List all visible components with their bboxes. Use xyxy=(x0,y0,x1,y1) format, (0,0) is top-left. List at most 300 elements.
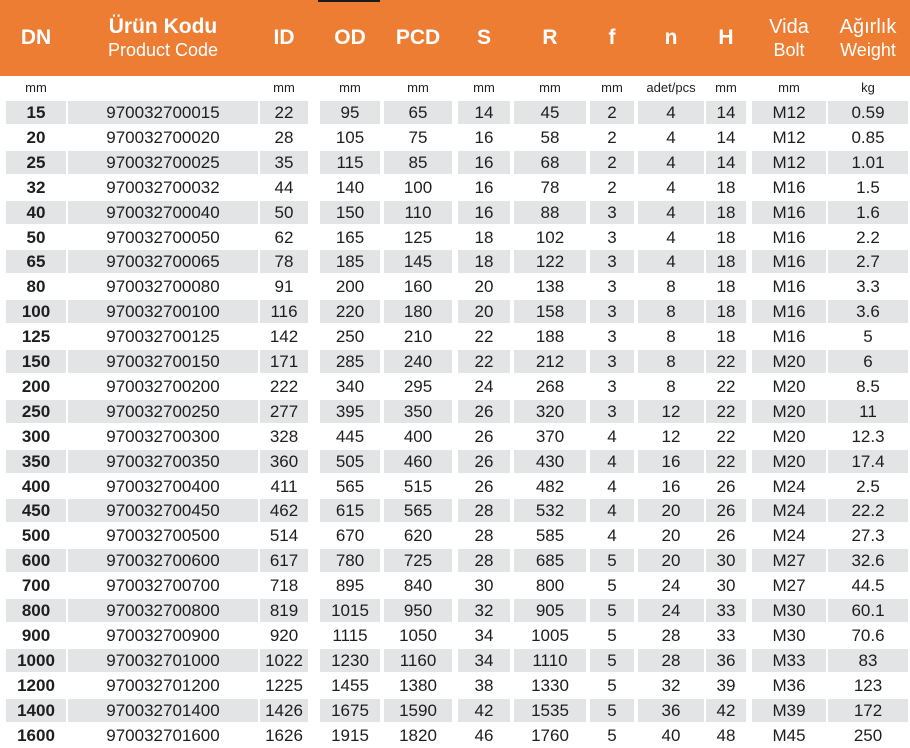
cell-od: 1230 xyxy=(320,649,380,672)
header-weight-en: Weight xyxy=(840,40,896,60)
cell-h: 33 xyxy=(706,599,746,622)
cell-h: 48 xyxy=(716,725,736,745)
cell-bolt: M20 xyxy=(752,350,826,373)
cell-od: 200 xyxy=(335,277,365,297)
cell-s: 16 xyxy=(474,127,494,147)
header-h xyxy=(706,0,746,76)
cell-h: 22 xyxy=(706,350,746,373)
cell-product-code: 970032700350 xyxy=(68,450,258,473)
cell-r: 1330 xyxy=(531,675,569,695)
unit-bolt: mm xyxy=(778,80,800,95)
cell-product-code: 970032700125 xyxy=(106,327,220,347)
cell-bolt: M36 xyxy=(772,675,806,695)
cell-n: 20 xyxy=(661,526,681,546)
cell-s: 26 xyxy=(474,476,494,496)
cell-product-code: 970032701200 xyxy=(106,675,220,695)
table-row xyxy=(0,573,910,598)
cell-id: 819 xyxy=(260,599,308,622)
cell-od: 165 xyxy=(335,227,365,247)
cell-weight: 3.6 xyxy=(828,300,908,323)
cell-product-code: 970032700080 xyxy=(106,277,220,297)
cell-id: 1225 xyxy=(265,675,303,695)
cell-pcd: 180 xyxy=(384,300,452,323)
cell-weight: 2.7 xyxy=(828,250,908,273)
table-header xyxy=(0,0,910,76)
cell-pcd: 515 xyxy=(403,476,433,496)
cell-pcd: 725 xyxy=(384,549,452,572)
cell-weight: 44.5 xyxy=(851,576,885,596)
cell-dn: 15 xyxy=(6,101,66,124)
cell-bolt: M12 xyxy=(772,127,806,147)
cell-f: 4 xyxy=(590,450,634,473)
cell-r: 138 xyxy=(535,277,565,297)
cell-od: 340 xyxy=(335,376,365,396)
cell-bolt: M16 xyxy=(752,201,826,224)
table-row xyxy=(0,498,910,523)
cell-bolt: M16 xyxy=(752,300,826,323)
cell-od: 1015 xyxy=(320,599,380,622)
cell-bolt: M45 xyxy=(772,725,806,745)
cell-dn: 450 xyxy=(6,499,66,522)
cell-dn: 20 xyxy=(26,127,46,147)
cell-dn: 50 xyxy=(26,227,46,247)
cell-pcd: 400 xyxy=(403,426,433,446)
cell-h: 22 xyxy=(706,450,746,473)
cell-h: 33 xyxy=(716,625,736,645)
table-row xyxy=(0,150,910,175)
cell-pcd: 160 xyxy=(403,277,433,297)
cell-f: 5 xyxy=(590,549,634,572)
cell-id: 411 xyxy=(270,476,298,496)
cell-dn: 150 xyxy=(6,350,66,373)
cell-s: 16 xyxy=(458,151,510,174)
cell-bolt: M24 xyxy=(752,499,826,522)
cell-od: 220 xyxy=(320,300,380,323)
cell-pcd: 240 xyxy=(384,350,452,373)
cell-r: 685 xyxy=(514,549,586,572)
cell-n: 12 xyxy=(638,400,704,423)
cell-h: 26 xyxy=(706,499,746,522)
unit-r: mm xyxy=(539,80,561,95)
cell-h: 18 xyxy=(706,201,746,224)
cell-bolt: M12 xyxy=(752,101,826,124)
cell-id: 1426 xyxy=(260,699,308,722)
cell-dn: 100 xyxy=(6,300,66,323)
table-row xyxy=(0,274,910,299)
cell-h: 14 xyxy=(706,151,746,174)
cell-n: 8 xyxy=(638,300,704,323)
cell-od: 1115 xyxy=(332,625,368,645)
table-row xyxy=(0,723,910,748)
cell-f: 5 xyxy=(590,699,634,722)
cell-id: 360 xyxy=(260,450,308,473)
cell-s: 22 xyxy=(458,350,510,373)
cell-bolt: M39 xyxy=(752,699,826,722)
cell-f: 3 xyxy=(607,327,617,347)
cell-pcd: 125 xyxy=(403,227,433,247)
cell-dn: 1400 xyxy=(6,699,66,722)
cell-s: 42 xyxy=(458,699,510,722)
cell-product-code: 970032700200 xyxy=(106,376,220,396)
cell-r: 482 xyxy=(535,476,565,496)
cell-h: 22 xyxy=(706,400,746,423)
cell-dn: 200 xyxy=(21,376,51,396)
cell-pcd: 1050 xyxy=(399,625,437,645)
unit-s: mm xyxy=(473,80,495,95)
cell-s: 26 xyxy=(458,450,510,473)
cell-id: 91 xyxy=(274,277,294,297)
cell-product-code: 970032700250 xyxy=(68,400,258,423)
cell-id: 222 xyxy=(269,376,299,396)
cell-product-code: 970032700020 xyxy=(106,127,220,147)
cell-s: 38 xyxy=(474,675,494,695)
cell-h: 26 xyxy=(716,526,736,546)
cell-h: 39 xyxy=(716,675,736,695)
cell-product-code: 970032700700 xyxy=(106,576,220,596)
cell-dn: 400 xyxy=(21,476,51,496)
table-row xyxy=(0,424,910,449)
cell-f: 3 xyxy=(607,376,617,396)
header-product-code-en: Product Code xyxy=(107,40,219,60)
cell-pcd: 1380 xyxy=(399,675,437,695)
cell-dn: 32 xyxy=(26,177,46,197)
cell-product-code: 970032700400 xyxy=(106,476,220,496)
cell-r: 1760 xyxy=(531,725,569,745)
table-row xyxy=(0,673,910,698)
cell-n: 4 xyxy=(638,250,704,273)
cell-od: 445 xyxy=(335,426,365,446)
cell-weight: 83 xyxy=(828,649,908,672)
cell-bolt: M16 xyxy=(772,277,806,297)
cell-pcd: 840 xyxy=(403,576,433,596)
cell-f: 5 xyxy=(607,625,617,645)
cell-product-code: 970032700300 xyxy=(106,426,220,446)
cell-s: 30 xyxy=(474,576,494,596)
cell-weight: 11 xyxy=(828,400,908,423)
cell-product-code: 970032700025 xyxy=(68,151,258,174)
cell-r: 370 xyxy=(535,426,565,446)
cell-weight: 27.3 xyxy=(851,526,885,546)
cell-bolt: M20 xyxy=(752,400,826,423)
header-r-label: R xyxy=(542,26,558,49)
header-bolt xyxy=(752,0,826,76)
cell-h: 30 xyxy=(706,549,746,572)
unit-id: mm xyxy=(273,80,295,95)
cell-h: 22 xyxy=(716,376,736,396)
cell-h: 36 xyxy=(706,649,746,672)
unit-weight: kg xyxy=(861,80,875,95)
table-row xyxy=(0,374,910,399)
cell-bolt: M24 xyxy=(772,476,806,496)
cell-id: 171 xyxy=(260,350,308,373)
cell-weight: 2.2 xyxy=(856,227,880,247)
cell-h: 18 xyxy=(706,300,746,323)
cell-r: 158 xyxy=(514,300,586,323)
cell-id: 514 xyxy=(269,526,299,546)
cell-r: 122 xyxy=(514,250,586,273)
cell-s: 46 xyxy=(474,725,494,745)
cell-s: 32 xyxy=(458,599,510,622)
cell-pcd: 295 xyxy=(403,376,433,396)
cell-bolt: M16 xyxy=(772,327,806,347)
table-row xyxy=(0,299,910,324)
cell-pcd: 1590 xyxy=(384,699,452,722)
cell-bolt: M16 xyxy=(752,250,826,273)
cell-od: 150 xyxy=(320,201,380,224)
cell-r: 58 xyxy=(540,127,560,147)
cell-pcd: 100 xyxy=(403,177,433,197)
cell-n: 4 xyxy=(666,227,676,247)
cell-n: 32 xyxy=(661,675,681,695)
header-s xyxy=(458,0,510,76)
cell-dn: 125 xyxy=(21,327,51,347)
table-row xyxy=(0,698,910,723)
cell-r: 585 xyxy=(535,526,565,546)
cell-id: 277 xyxy=(260,400,308,423)
cell-pcd: 460 xyxy=(384,450,452,473)
cell-s: 20 xyxy=(458,300,510,323)
cell-f: 5 xyxy=(607,725,617,745)
table-row xyxy=(0,399,910,424)
cell-od: 505 xyxy=(320,450,380,473)
cell-s: 20 xyxy=(474,277,494,297)
cell-od: 1915 xyxy=(331,725,369,745)
units-row xyxy=(0,78,910,98)
cell-od: 780 xyxy=(320,549,380,572)
cell-weight: 1.5 xyxy=(856,177,880,197)
cell-n: 8 xyxy=(666,376,676,396)
cell-dn: 600 xyxy=(6,549,66,572)
cell-od: 250 xyxy=(335,327,365,347)
cell-f: 3 xyxy=(590,300,634,323)
cell-n: 36 xyxy=(638,699,704,722)
cell-s: 26 xyxy=(474,426,494,446)
cell-r: 212 xyxy=(514,350,586,373)
cell-f: 2 xyxy=(590,101,634,124)
cell-id: 35 xyxy=(260,151,308,174)
cell-pcd: 85 xyxy=(384,151,452,174)
cell-od: 1675 xyxy=(320,699,380,722)
cell-weight: 8.5 xyxy=(856,376,880,396)
cell-pcd: 210 xyxy=(403,327,433,347)
cell-n: 28 xyxy=(638,649,704,672)
cell-n: 8 xyxy=(666,277,676,297)
cell-bolt: M20 xyxy=(772,426,806,446)
header-weight xyxy=(828,0,908,76)
table-row xyxy=(0,598,910,623)
cell-id: 920 xyxy=(269,625,299,645)
cell-dn: 25 xyxy=(6,151,66,174)
cell-weight: 0.85 xyxy=(851,127,885,147)
unit-dn: mm xyxy=(25,80,47,95)
table-row xyxy=(0,249,910,274)
cell-h: 42 xyxy=(706,699,746,722)
cell-h: 18 xyxy=(716,177,736,197)
table-row xyxy=(0,175,910,200)
cell-bolt: M24 xyxy=(772,526,806,546)
header-h-label: H xyxy=(718,26,734,49)
cell-r: 800 xyxy=(535,576,565,596)
cell-n: 40 xyxy=(661,725,681,745)
cell-product-code: 970032700100 xyxy=(68,300,258,323)
cell-h: 26 xyxy=(716,476,736,496)
table-row xyxy=(0,349,910,374)
cell-s: 24 xyxy=(474,376,494,396)
unit-f: mm xyxy=(601,80,623,95)
cell-s: 16 xyxy=(474,177,494,197)
header-s-label: S xyxy=(476,26,491,49)
cell-pcd: 620 xyxy=(403,526,433,546)
cell-f: 3 xyxy=(590,250,634,273)
cell-od: 565 xyxy=(335,476,365,496)
cell-s: 34 xyxy=(474,625,494,645)
header-n-label: n xyxy=(664,26,678,49)
cell-pcd: 565 xyxy=(384,499,452,522)
cell-dn: 65 xyxy=(6,250,66,273)
header-od xyxy=(320,0,380,76)
cell-product-code: 970032700900 xyxy=(106,625,220,645)
cell-f: 5 xyxy=(590,649,634,672)
cell-dn: 1000 xyxy=(6,649,66,672)
header-dn-label: DN xyxy=(20,26,52,49)
cell-weight: 70.6 xyxy=(851,625,885,645)
header-product-code-tr: Ürün Kodu xyxy=(108,15,218,38)
cell-f: 4 xyxy=(607,526,617,546)
cell-id: 78 xyxy=(260,250,308,273)
header-n xyxy=(638,0,704,76)
cell-r: 1005 xyxy=(531,625,569,645)
cell-id: 328 xyxy=(269,426,299,446)
cell-s: 28 xyxy=(474,526,494,546)
cell-id: 617 xyxy=(260,549,308,572)
cell-id: 116 xyxy=(260,300,308,323)
cell-product-code: 970032700150 xyxy=(68,350,258,373)
cell-id: 44 xyxy=(274,177,294,197)
cell-bolt: M16 xyxy=(772,177,806,197)
cell-dn: 700 xyxy=(21,576,51,596)
cell-n: 12 xyxy=(661,426,681,446)
table-row xyxy=(0,548,910,573)
cell-f: 4 xyxy=(607,426,617,446)
cell-weight: 22.2 xyxy=(828,499,908,522)
cell-bolt: M27 xyxy=(772,576,806,596)
table-row xyxy=(0,449,910,474)
cell-pcd: 145 xyxy=(384,250,452,273)
cell-weight: 1.6 xyxy=(828,201,908,224)
cell-n: 4 xyxy=(666,177,676,197)
cell-bolt: M30 xyxy=(772,625,806,645)
cell-product-code: 970032700015 xyxy=(68,101,258,124)
cell-product-code: 970032700032 xyxy=(106,177,220,197)
header-id xyxy=(260,0,308,76)
cell-id: 1626 xyxy=(265,725,303,745)
cell-product-code: 970032701400 xyxy=(68,699,258,722)
cell-n: 24 xyxy=(638,599,704,622)
cell-f: 4 xyxy=(590,499,634,522)
cell-h: 18 xyxy=(706,250,746,273)
cell-weight: 250 xyxy=(853,725,883,745)
cell-bolt: M20 xyxy=(752,450,826,473)
cell-weight: 5 xyxy=(863,327,873,347)
table-row xyxy=(0,200,910,225)
cell-s: 14 xyxy=(458,101,510,124)
cell-od: 140 xyxy=(335,177,365,197)
cell-r: 78 xyxy=(540,177,560,197)
cell-f: 5 xyxy=(607,576,617,596)
cell-weight: 12.3 xyxy=(851,426,885,446)
cell-dn: 350 xyxy=(6,450,66,473)
cell-id: 62 xyxy=(274,227,294,247)
header-r xyxy=(514,0,586,76)
cell-n: 24 xyxy=(661,576,681,596)
cell-n: 16 xyxy=(661,476,681,496)
unit-n: adet/pcs xyxy=(646,80,696,95)
cell-f: 3 xyxy=(590,350,634,373)
cell-h: 18 xyxy=(716,277,736,297)
cell-n: 8 xyxy=(666,327,676,347)
table-row xyxy=(0,324,910,349)
cell-f: 2 xyxy=(607,177,617,197)
cell-n: 28 xyxy=(661,625,681,645)
cell-product-code: 970032700600 xyxy=(68,549,258,572)
cell-dn: 1200 xyxy=(17,675,55,695)
cell-h: 14 xyxy=(716,127,736,147)
cell-n: 16 xyxy=(638,450,704,473)
cell-weight: 123 xyxy=(853,675,883,695)
cell-s: 34 xyxy=(458,649,510,672)
cell-product-code: 970032701600 xyxy=(106,725,220,745)
cell-dn: 80 xyxy=(26,277,46,297)
cell-bolt: M30 xyxy=(752,599,826,622)
cell-f: 3 xyxy=(590,400,634,423)
table-row xyxy=(0,125,910,150)
cell-product-code: 970032701000 xyxy=(68,649,258,672)
table-row xyxy=(0,623,910,648)
cell-id: 50 xyxy=(260,201,308,224)
cell-h: 18 xyxy=(716,327,736,347)
table-row xyxy=(0,474,910,499)
cell-dn: 40 xyxy=(6,201,66,224)
cell-weight: 172 xyxy=(828,699,908,722)
cell-r: 268 xyxy=(535,376,565,396)
unit-code xyxy=(68,78,258,98)
cell-weight: 17.4 xyxy=(828,450,908,473)
cell-f: 5 xyxy=(607,675,617,695)
cell-weight: 0.59 xyxy=(828,101,908,124)
cell-bolt: M27 xyxy=(752,549,826,572)
cell-od: 115 xyxy=(320,151,380,174)
cell-h: 18 xyxy=(716,227,736,247)
cell-n: 20 xyxy=(638,499,704,522)
header-bolt-tr: Vida xyxy=(769,16,809,38)
cell-bolt: M20 xyxy=(772,376,806,396)
cell-dn: 300 xyxy=(21,426,51,446)
cell-r: 532 xyxy=(514,499,586,522)
cell-r: 320 xyxy=(514,400,586,423)
cell-pcd: 350 xyxy=(384,400,452,423)
cell-bolt: M33 xyxy=(752,649,826,672)
header-id-label: ID xyxy=(273,26,295,49)
cell-dn: 250 xyxy=(6,400,66,423)
cell-pcd: 1160 xyxy=(384,649,452,672)
cell-id: 28 xyxy=(274,127,294,147)
cell-product-code: 970032700040 xyxy=(68,201,258,224)
cell-s: 18 xyxy=(474,227,494,247)
cell-n: 4 xyxy=(638,201,704,224)
unit-od: mm xyxy=(339,80,361,95)
cell-r: 88 xyxy=(514,201,586,224)
header-od-label: OD xyxy=(334,26,366,49)
